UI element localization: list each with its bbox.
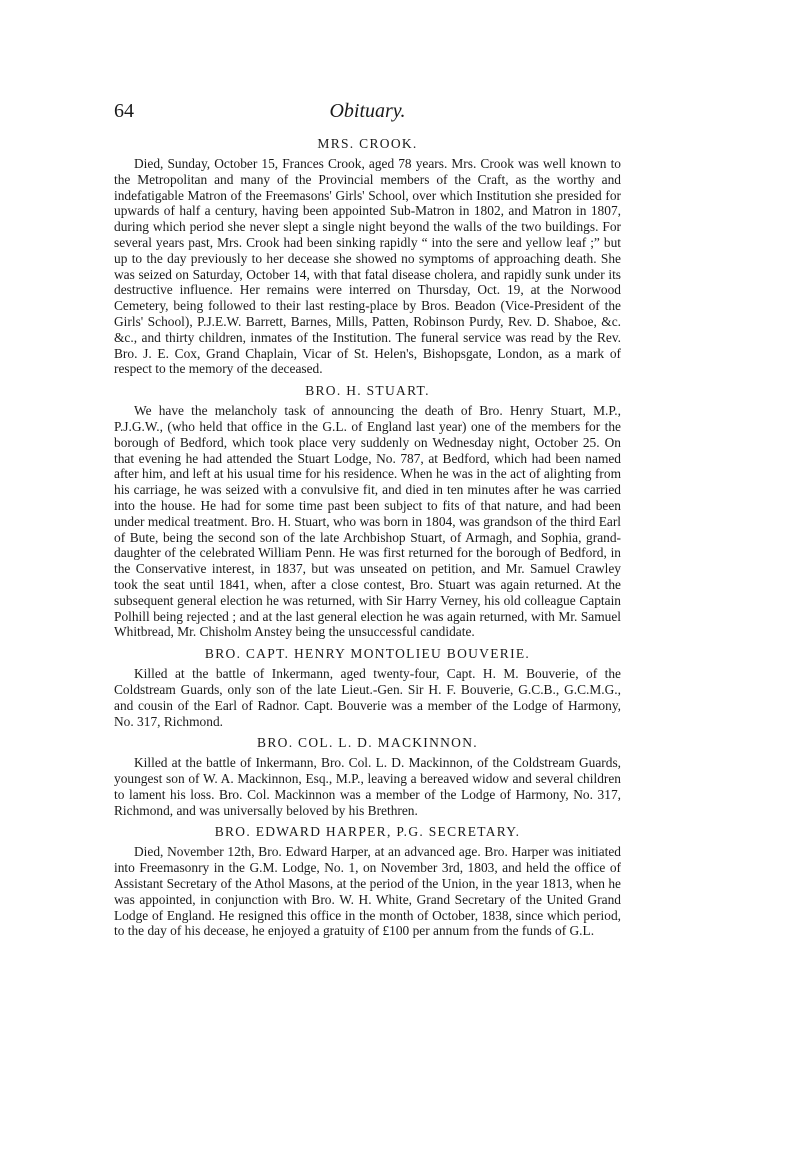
page-header	[114, 100, 621, 128]
page-number: 64	[114, 100, 134, 122]
section-heading: BRO. CAPT. HENRY MONTOLIEU BOUVERIE.	[204, 646, 531, 662]
obituary-mackinnon	[114, 735, 621, 818]
section-heading: BRO. H. STUART.	[305, 383, 430, 399]
obituary-stuart	[114, 383, 621, 640]
section-heading: BRO. COL. L. D. MACKINNON.	[257, 735, 478, 751]
section-body: Killed at the battle of Inkermann, aged twenty-four, Capt. H. M. Bouverie, of the Coldstream Guards, only son of the late Lieut.-Gen. Sir H. F. Bouverie, G.C.B., G.C.M.G., and cousin of the Earl of Radnor. Capt. Bouverie was a member of the Lodge of Harmony, No. 317, Richmond.	[114, 666, 621, 729]
section-body: We have the melancholy task of announcing the death of Bro. Henry Stuart, M.P., P.J.G.W., (who held that office in the G.L. of England last year) one of the members for the borough of Bedford, which took place very suddenly on Wednesday night, October 25. On that evening he had attended the Stuart Lodge, No. 787, at Bedford, which had been named after him, and left at his usual time for his residence. When he was in the act of alighting from his carriage, he was seized with a convulsive fit, and died in ten minutes after he was carried into the house. He had for some time past been subject to fits of that nature, and had been under medical treatment. Bro. H. Stuart, who was born in 1804, was grandson of the third Earl of Bute, being the second son of the late Archbishop Stuart, of Armagh, and Sophia, grand-daughter of the celebrated William Penn. He was first returned for the borough of Bedford, in the Conservative interest, in 1837, but was unseated on petition, and Mr. Samuel Crawley took the seat until 1841, when, after a close contest, Bro. Stuart was again returned. At the subsequent general election he was returned, with Sir Harry Verney, his old colleague Captain Polhill being rejected ; and at the last general election he was again returned, with Mr. Samuel Whitbread, Mr. Chisholm Anstey being the unsuccessful candidate.	[114, 403, 621, 640]
obituary-bouverie	[114, 646, 621, 729]
section-heading: MRS. CROOK.	[317, 136, 418, 151]
section-body: Died, November 12th, Bro. Edward Harper, at an advanced age. Bro. Harper was initiated into Freemasonry in the G.M. Lodge, No. 1, on November 3rd, 1803, and held the office of Assistant Secretary of the Athol Masons, at the period of the Union, in the year 1813, when he was appointed, in conjunction with Bro. W. H. White, Grand Secretary of the United Grand Lodge of England. He resigned this office in the month of October, 1838, since which period, to the day of his decease, he enjoyed a gratuity of £100 per annum from the funds of G.L.	[114, 844, 621, 939]
obituary-harper	[114, 824, 621, 939]
running-title: Obituary.	[329, 100, 406, 122]
section-body: Died, Sunday, October 15, Frances Crook, aged 78 years. Mrs. Crook was well known to the Metropolitan and many of the Provincial members of the Craft, as the worthy and indefatigable Matron of the Freemasons' Girls' School, over which Institution she presided for upwards of half a century, having been appointed Sub-Matron in 1802, and Matron in 1807, during which period she never slept a single night beyond the walls of the two buildings. For several years past, Mrs. Crook had been sinking rapidly “ into the sere and yellow leaf ;” but up to the day previously to her decease she showed no symptoms of approaching death. She was seized on Saturday, October 14, with that fatal disease cholera, and rapidly sunk under its destructive influence. Her remains were interred on Thursday, Oct. 19, at the Norwood Cemetery, being followed to their last resting-place by Bros. Beadon (Vice-President of the Girls' School), P.J.E.W. Barrett, Barnes, Mills, Patten, Robinson Purdy, Rev. D. Shaboe, &c. &c., and thirty children, inmates of the Institution. The funeral service was read by the Rev. Bro. J. E. Cox, Grand Chaplain, Vicar of St. Helen's, Bishopsgate, London, as a mark of respect to the memory of the deceased.	[114, 156, 621, 377]
section-heading: BRO. EDWARD HARPER, P.G. SECRETARY.	[214, 824, 521, 840]
obituary-crook	[114, 136, 621, 377]
section-body: Killed at the battle of Inkermann, Bro. Col. L. D. Mackinnon, of the Coldstream Guards, youngest son of W. A. Mackinnon, Esq., M.P., leaving a bereaved widow and several children to lament his loss. Bro. Col. Mackinnon was a member of the Lodge of Harmony, No. 317, Richmond, and was universally beloved by his Brethren.	[114, 755, 621, 818]
